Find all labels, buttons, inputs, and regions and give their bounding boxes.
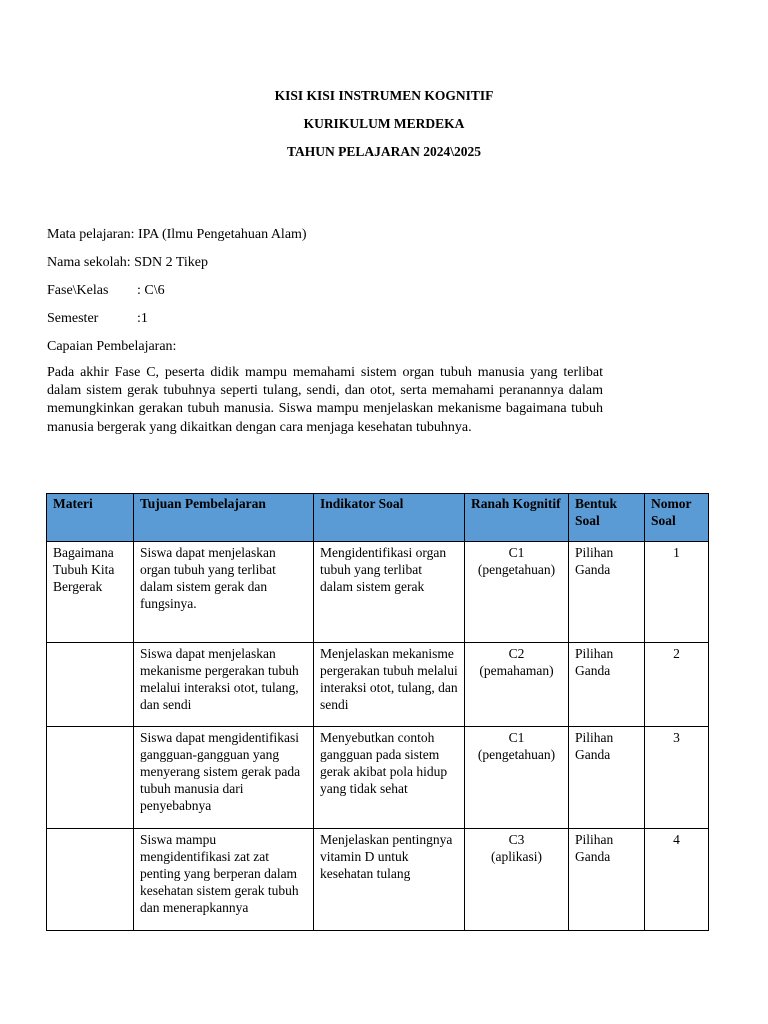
ranah-level: C2 — [508, 646, 525, 661]
table-header-row — [47, 494, 709, 542]
phase-line — [47, 283, 165, 299]
cell-indikator: Menjelaskan pentingnya vitamin D untuk kesehatan tulang — [314, 829, 465, 931]
semester-line — [47, 311, 148, 327]
cell-indikator: Mengidentifikasi organ tubuh yang terlibat dalam sistem gerak — [314, 542, 465, 643]
cell-nomor: 2 — [645, 643, 709, 727]
grid-table — [46, 493, 709, 931]
cell-nomor: 3 — [645, 727, 709, 829]
cell-ranah — [465, 727, 569, 829]
ranah-desc: (pengetahuan) — [477, 747, 556, 762]
academic-year: TAHUN PELAJARAN 2024\2025 — [286, 144, 481, 159]
ranah-desc: (pemahaman) — [479, 663, 554, 678]
phase-label: Fase\Kelas — [47, 283, 109, 298]
table-row — [47, 643, 709, 727]
header-ranah: Ranah Kognitif — [465, 494, 569, 542]
document-title: KISI KISI INSTRUMEN KOGNITIF — [274, 88, 494, 103]
ranah-desc: (pengetahuan) — [477, 562, 556, 577]
cell-tujuan: Siswa mampu mengidentifikasi zat zat penting yang berperan dalam kesehatan sistem gerak tubuh dan menerapkannya — [134, 829, 314, 931]
table-row — [47, 727, 709, 829]
cell-bentuk: Pilihan Ganda — [569, 829, 645, 931]
header-tujuan: Tujuan Pembelajaran — [134, 494, 314, 542]
ranah-level: C3 — [508, 832, 525, 847]
cell-indikator: Menjelaskan mekanisme pergerakan tubuh melalui interaksi otot, tulang, dan sendi — [314, 643, 465, 727]
header-bentuk: Bentuk Soal — [569, 494, 645, 542]
cell-bentuk: Pilihan Ganda — [569, 727, 645, 829]
semester-value: :1 — [137, 311, 148, 326]
cell-indikator: Menyebutkan contoh gangguan pada sistem gerak akibat pola hidup yang tidak sehat — [314, 727, 465, 829]
cell-materi — [47, 727, 134, 829]
ranah-level: C1 — [508, 730, 525, 745]
subject-line: Mata pelajaran: IPA (Ilmu Pengetahuan Alam) — [47, 227, 307, 242]
cell-ranah — [465, 829, 569, 931]
school-line: Nama sekolah: SDN 2 Tikep — [47, 255, 208, 270]
cell-nomor: 1 — [645, 542, 709, 643]
header-materi: Materi — [47, 494, 134, 542]
cell-materi: Bagaimana Tubuh Kita Bergerak — [47, 542, 134, 643]
cell-tujuan: Siswa dapat menjelaskan organ tubuh yang terlibat dalam sistem gerak dan fungsinya. — [134, 542, 314, 643]
cell-materi — [47, 643, 134, 727]
phase-value: : C\6 — [137, 283, 165, 298]
cell-materi — [47, 829, 134, 931]
table-row — [47, 542, 709, 643]
achievement-text: Pada akhir Fase C, peserta didik mampu memahami sistem organ tubuh manusia yang terlibat dalam sistem gerak tubuhnya seperti tulang, sendi, dan otot, serta memahami peranannya dalam memungkinkan gerakan tubuh manusia. Siswa mampu menjelaskan mekanisme bagaimana tubuh manusia bergerak yang dikaitkan dengan cara menjaga kesehatan tubuhnya. — [47, 365, 603, 435]
cell-ranah — [465, 643, 569, 727]
cell-bentuk: Pilihan Ganda — [569, 643, 645, 727]
header-indikator: Indikator Soal — [314, 494, 465, 542]
achievement-label: Capaian Pembelajaran: — [47, 339, 177, 354]
semester-label: Semester — [47, 311, 99, 326]
document-subtitle: KURIKULUM MERDEKA — [303, 116, 465, 131]
cell-ranah — [465, 542, 569, 643]
header-nomor: Nomor Soal — [645, 494, 709, 542]
cell-nomor: 4 — [645, 829, 709, 931]
cell-bentuk: Pilihan Ganda — [569, 542, 645, 643]
cell-tujuan: Siswa dapat mengidentifikasi gangguan-gangguan yang menyerang sistem gerak pada tubuh manusia dari penyebabnya — [134, 727, 314, 829]
cell-tujuan: Siswa dapat menjelaskan mekanisme pergerakan tubuh melalui interaksi otot, tulang, dan sendi — [134, 643, 314, 727]
table-row — [47, 829, 709, 931]
ranah-level: C1 — [508, 545, 525, 560]
ranah-desc: (aplikasi) — [491, 849, 542, 864]
